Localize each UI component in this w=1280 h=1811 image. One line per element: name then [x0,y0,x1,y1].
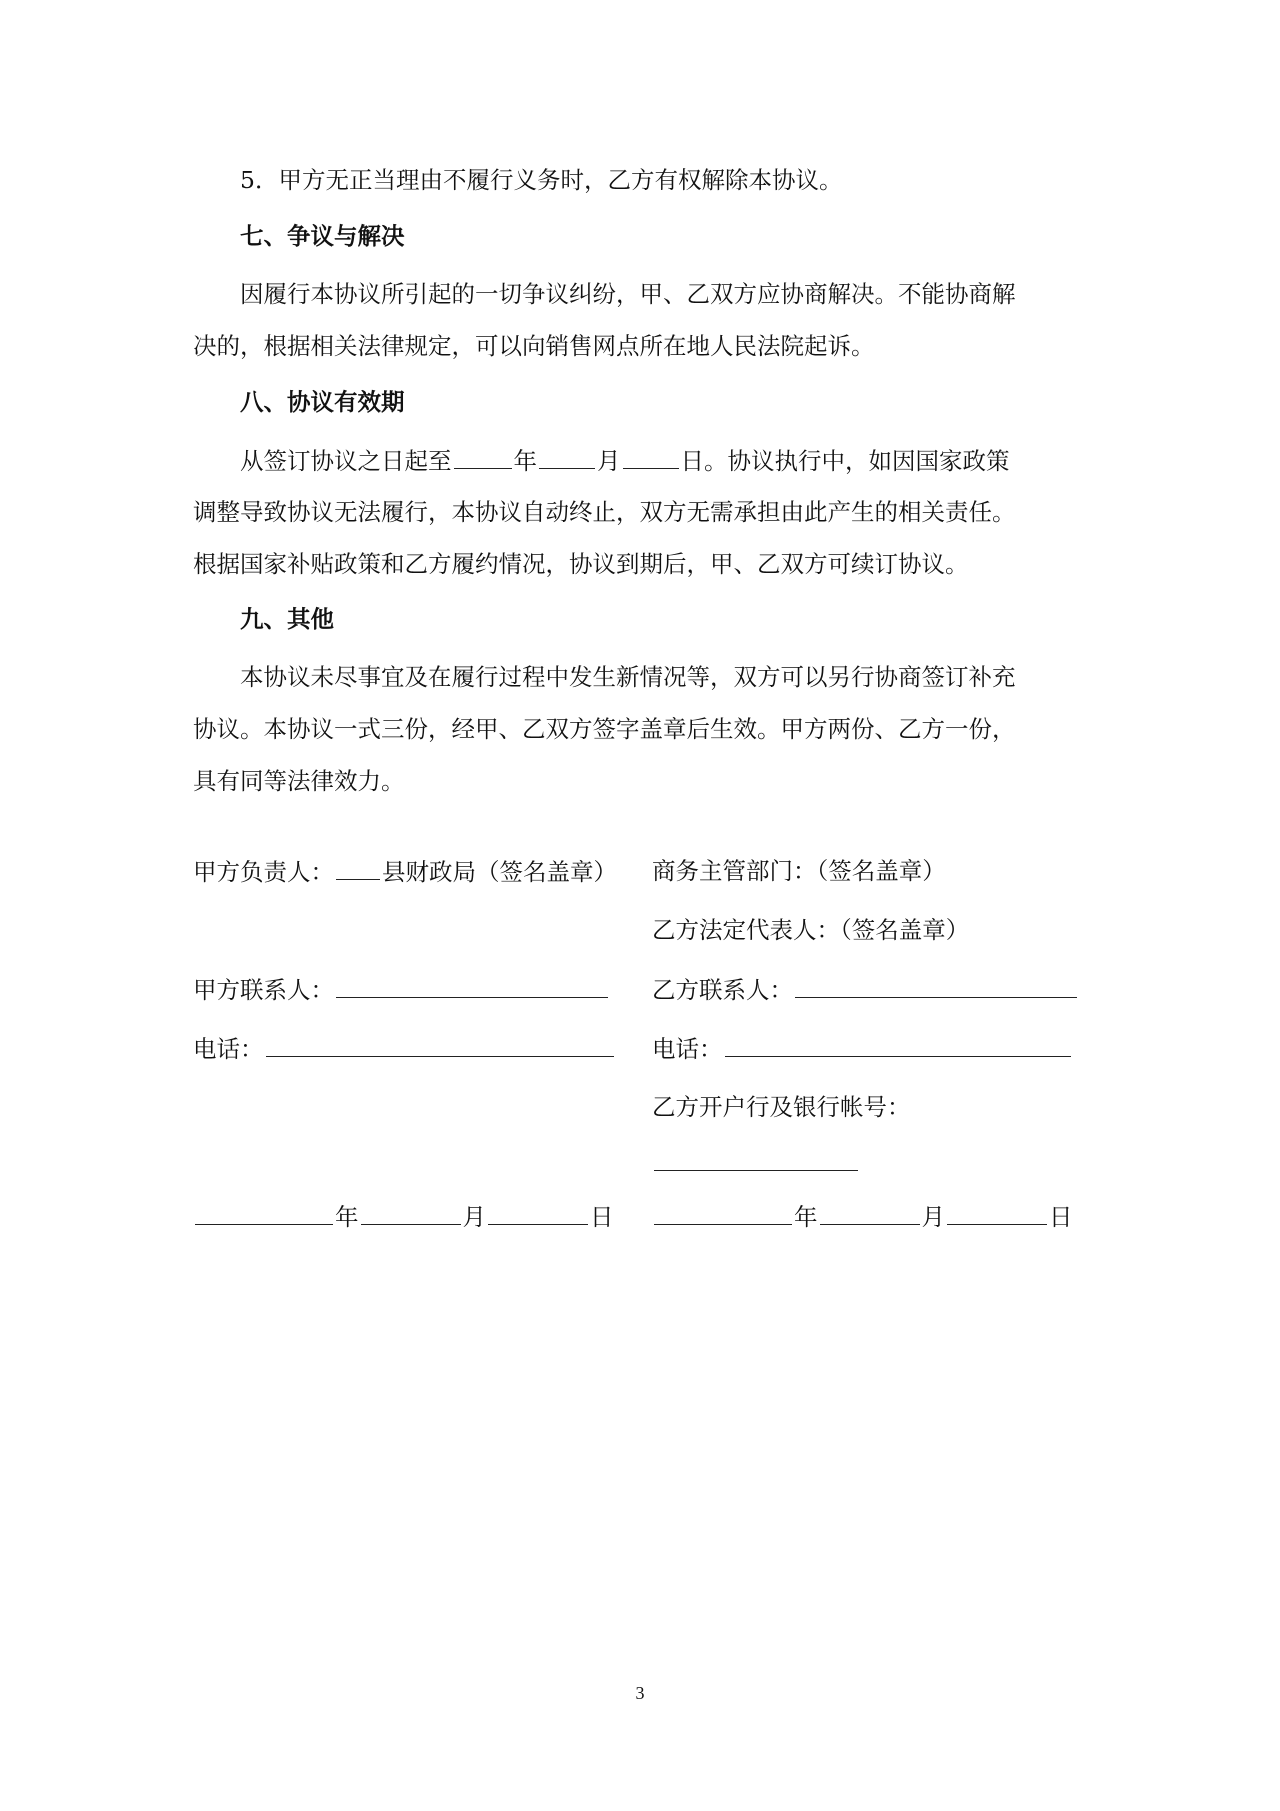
party-b-contact [652,973,1079,1006]
date-a [193,1200,614,1233]
party-a-contact-blank [336,973,608,998]
party-b-bank-line [652,1146,860,1179]
date-a-month: 月 [462,1203,486,1231]
section-8-line-1 [240,444,1140,477]
section-8-heading: 八、协议有效期 [240,388,405,416]
phone-b-blank [725,1032,1071,1057]
date-a-year: 年 [335,1203,359,1231]
date-b-month-blank [820,1200,920,1225]
year-label: 年 [513,447,537,475]
date-a-year-blank [195,1200,333,1225]
phone-a-blank [266,1032,614,1057]
date-a-month-blank [361,1200,461,1225]
party-b-contact-blank [795,973,1077,998]
page-number: 3 [635,1683,645,1703]
date-a-day-blank [488,1200,588,1225]
phone-b [652,1032,1073,1065]
section-9-line-1: 本协议未尽事宜及在履行过程中发生新情况等，双方可以另行协商签订补充 [240,663,1016,691]
date-b-day-blank [947,1200,1047,1225]
month-label: 月 [597,447,621,475]
phone-a [193,1032,616,1065]
party-b-rep: 乙方法定代表人：（签名盖章） [652,916,970,944]
party-a-head-blank [336,855,380,880]
year-blank [454,444,512,469]
day-suffix: 日。协议执行中，如因国家政策 [680,447,1010,475]
phone-b-label: 电话： [652,1035,723,1063]
commerce-dept: 商务主管部门：（签名盖章） [652,857,946,885]
date-b-day: 日 [1049,1203,1073,1231]
section-8-line-2: 调整导致协议无法履行，本协议自动终止，双方无需承担由此产生的相关责任。 [193,498,1016,526]
section-9-heading: 九、其他 [240,605,334,633]
section-8-line-1-prefix: 从签订协议之日起至 [240,447,452,475]
section-8-line-3: 根据国家补贴政策和乙方履约情况，协议到期后，甲、乙双方可续订协议。 [193,550,969,578]
date-b-month: 月 [921,1203,945,1231]
clause-5: 5．甲方无正当理由不履行义务时，乙方有权解除本协议。 [240,166,843,194]
section-9-line-3: 具有同等法律效力。 [193,767,405,795]
party-a-head-suffix: 县财政局（签名盖章） [382,858,617,886]
day-blank [623,444,679,469]
section-9-line-2: 协议。本协议一式三份，经甲、乙双方签字盖章后生效。甲方两份、乙方一份， [193,715,1016,743]
party-a-contact-label: 甲方联系人： [193,976,334,1004]
party-b-bank: 乙方开户行及银行帐号： [652,1093,911,1121]
section-7-heading: 七、争议与解决 [240,222,405,250]
party-a-head [193,855,617,888]
phone-a-label: 电话： [193,1035,264,1063]
date-b-year: 年 [794,1203,818,1231]
section-7-line-2: 决的，根据相关法律规定，可以向销售网点所在地人民法院起诉。 [193,332,875,360]
party-a-contact [193,973,610,1006]
month-blank [539,444,595,469]
date-b-year-blank [654,1200,792,1225]
party-a-head-label: 甲方负责人： [193,858,334,886]
date-a-day: 日 [590,1203,614,1231]
party-b-bank-blank [654,1146,858,1171]
party-b-contact-label: 乙方联系人： [652,976,793,1004]
date-b [652,1200,1073,1233]
section-7-line-1: 因履行本协议所引起的一切争议纠纷，甲、乙双方应协商解决。不能协商解 [240,280,1016,308]
